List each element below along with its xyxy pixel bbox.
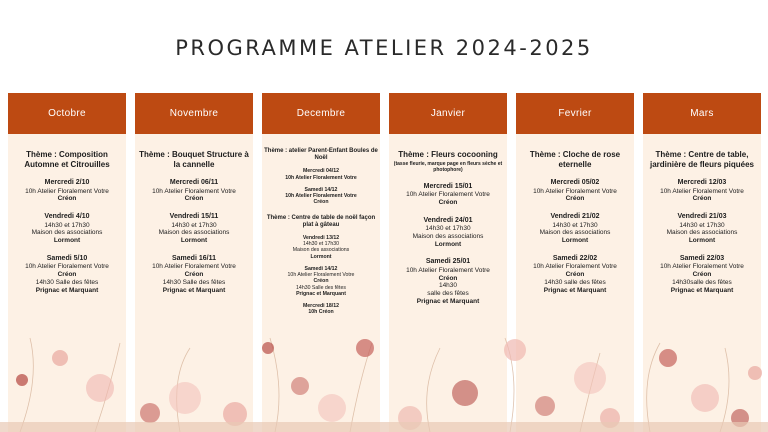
event-detail: Maison des associations [412, 232, 484, 240]
event-detail: 10h Atelier Floralement Votre [660, 187, 744, 195]
event-date: Samedi 14/12 [304, 186, 338, 193]
month-header: Octobre [8, 93, 126, 134]
event-detail: Maison des associations [666, 229, 738, 237]
event [645, 179, 759, 203]
event-place: Créon [313, 199, 329, 206]
event-detail: 10h Atelier Floralement Votre [152, 263, 236, 271]
event [391, 258, 505, 305]
month-header: Novembre [135, 93, 253, 134]
month-column-mars [643, 93, 761, 432]
theme-title: Thème : Cloche de rose eternelle [529, 150, 621, 169]
event [391, 183, 505, 207]
event-detail: Créon [313, 278, 329, 285]
event [264, 266, 378, 297]
month-header: Decembre [262, 93, 380, 134]
event-detail: 14h30 et 17h30 [171, 221, 217, 229]
event-date: Vendredi 4/10 [44, 213, 90, 221]
event-detail: 10h Atelier Floralement Votre [406, 266, 490, 274]
event-date: Samedi 16/11 [172, 254, 216, 262]
event-detail: 10h Atelier Floralement Votre [406, 190, 490, 198]
event-place: Prignac et Marquant [296, 290, 346, 297]
event-detail: 10h Atelier Floralement Votre [25, 187, 109, 195]
event-date: Vendredi 15/11 [169, 213, 219, 221]
event-place: Lormont [688, 237, 716, 245]
event [645, 213, 759, 245]
event-place: Créon [565, 195, 585, 203]
event-place: Lormont [53, 237, 81, 245]
event-detail: 14h30 et 17h30 [302, 241, 340, 248]
month-header: Janvier [389, 93, 507, 134]
month-header: Fevrier [516, 93, 634, 134]
event-place: 10h Créon [308, 309, 334, 316]
event-detail: 10h Atelier Floralement Votre [533, 187, 617, 195]
event [264, 187, 378, 206]
month-column-janvier [389, 93, 507, 432]
event [264, 168, 378, 180]
theme-subtitle: (tasse fleurie, marque page en fleurs sèche et photophore) [393, 160, 503, 173]
event-detail: 14h30salle des fêtes [672, 278, 732, 286]
event-date: Mercredi 05/02 [550, 179, 600, 187]
event-place: Lormont [434, 240, 462, 248]
event-detail: 14h30 et 17h30 [425, 224, 471, 232]
event-date: Vendredi 21/02 [550, 213, 600, 221]
event [645, 255, 759, 295]
event-date: Samedi 25/01 [425, 258, 471, 266]
event-date: Samedi 5/10 [46, 254, 88, 262]
event [518, 179, 632, 203]
event-place: Prignac et Marquant [35, 286, 99, 294]
event-date: Vendredi 24/01 [423, 216, 473, 224]
event-detail: 14h30 [438, 282, 458, 290]
event-date: Mercredi 06/11 [169, 179, 219, 187]
event-detail: Créon [565, 271, 585, 279]
event [391, 217, 505, 249]
event-place: Lormont [180, 237, 208, 245]
event-detail: 10h Atelier Floralement Votre [285, 193, 357, 200]
event-place: Créon [184, 195, 204, 203]
event-detail: 14h30 et 17h30 [679, 221, 725, 229]
theme-title: Thème : atelier Parent-Enfant Boules de Noël [264, 148, 378, 162]
event-detail: 10h Atelier Floralement Votre [533, 263, 617, 271]
theme-title: Thème : Centre de table, jardinière de fleurs piquées [649, 150, 755, 169]
event-date: Mercredi 18/12 [302, 303, 340, 310]
event-date: Mercredi 04/12 [302, 168, 340, 175]
event [264, 303, 378, 315]
theme-title: Thème : Fleurs cocooning [398, 150, 498, 159]
event-place: Créon [57, 195, 77, 203]
event-date: Samedi 22/02 [552, 254, 598, 262]
event-detail: 10h Atelier Floralement Votre [152, 187, 236, 195]
event-place: Créon [692, 195, 712, 203]
month-column-novembre [135, 93, 253, 432]
event-detail: Créon [438, 274, 458, 282]
event-detail: 14h30 et 17h30 [552, 221, 598, 229]
event [264, 235, 378, 260]
event-date: Samedi 14/12 [304, 265, 338, 272]
month-column-decembre [262, 93, 380, 432]
event-detail: Maison des associations [31, 229, 103, 237]
month-column-fevrier [516, 93, 634, 432]
event [137, 179, 251, 203]
event-date: Samedi 22/03 [679, 254, 725, 262]
event-place: Prignac et Marquant [543, 286, 607, 294]
event-detail: Maison des associations [158, 229, 230, 237]
event-detail: Créon [57, 271, 77, 279]
event-place: Lormont [561, 237, 589, 245]
event-detail: 14h30 Salle des fêtes [35, 278, 99, 286]
theme-title: Thème : Bouquet Structure à la cannelle [139, 150, 249, 169]
event-place: Prignac et Marquant [416, 297, 480, 305]
event-place: Prignac et Marquant [162, 286, 226, 294]
event-date: Mercredi 12/03 [677, 179, 727, 187]
event-detail: Maison des associations [292, 247, 350, 254]
theme-title: Thème : Composition Automne et Citrouilles [24, 150, 110, 169]
event [137, 213, 251, 245]
event-place: Lormont [310, 253, 332, 260]
event [10, 255, 124, 295]
event [10, 213, 124, 245]
page-title: PROGRAMME ATELIER 2024-2025 [175, 36, 593, 60]
event-place: Prignac et Marquant [670, 286, 734, 294]
theme-title: Thème : Centre de table de noël façon plat à gâteau [266, 214, 376, 228]
event-detail: 10h Atelier Floralement Votre [287, 272, 355, 279]
event-detail: 10h Atelier Floralement Votre [660, 263, 744, 271]
event [10, 179, 124, 203]
event [518, 213, 632, 245]
event [518, 255, 632, 295]
event-detail: Maison des associations [539, 229, 611, 237]
event-place: 10h Atelier Floralement Votre [285, 174, 357, 181]
event-detail: salle des fêtes [427, 290, 469, 298]
event-date: Vendredi 21/03 [677, 213, 727, 221]
event-detail: 10h Atelier Floralement Votre [25, 263, 109, 271]
event-detail: 14h30 Salle des fêtes [162, 278, 226, 286]
event-detail: 14h30 Salle des fêtes [296, 284, 346, 291]
month-header: Mars [643, 93, 761, 134]
event-date: Mercredi 2/10 [44, 179, 90, 187]
event-detail: Créon [692, 271, 712, 279]
event [137, 255, 251, 295]
event-date: Vendredi 13/12 [302, 234, 340, 241]
event-date: Mercredi 15/01 [423, 182, 473, 190]
event-detail: Créon [184, 271, 204, 279]
event-detail: 14h30 salle des fêtes [544, 278, 606, 286]
month-column-octobre [8, 93, 126, 432]
event-detail: 14h30 et 17h30 [44, 221, 90, 229]
event-place: Créon [438, 198, 458, 206]
